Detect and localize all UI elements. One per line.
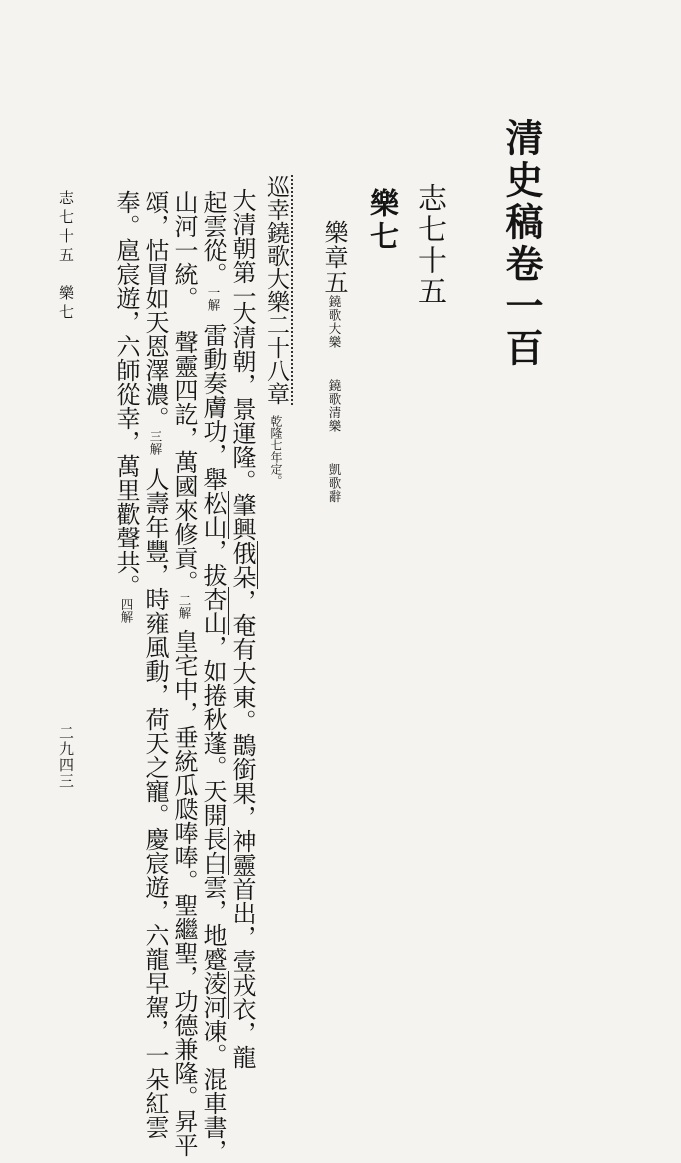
- verse-text: 奉。扈宸遊，六師從幸，萬里歡聲共。: [112, 190, 140, 598]
- verse-name: 大清朝第一: [228, 188, 256, 308]
- proper-noun-mark: 長白: [199, 826, 227, 875]
- verse-line-5: [114, 190, 138, 623]
- verse-text: 凍。混車書，: [199, 1018, 227, 1163]
- verse-text: 頌，怙冒如天恩澤濃。: [141, 190, 169, 430]
- section-title: 樂章五: [320, 220, 348, 295]
- section-subtitle-2: 鐃歌清樂: [327, 378, 342, 433]
- verse-text: 大清朝，景運隆。肇興: [228, 301, 256, 541]
- proper-noun-mark: 杏山: [199, 586, 227, 635]
- piece-note: 乾隆七年定。: [269, 415, 283, 487]
- stanza-number: 四解: [119, 598, 134, 623]
- verse-line-1: [230, 301, 254, 1069]
- proper-noun-mark: 淩河: [199, 970, 227, 1019]
- verse-text: 皇宅中，垂統瓜瓞唪唪。聖繼聖，功德兼隆。昇平: [170, 628, 198, 1157]
- verse-text: 山河一統。: [170, 190, 198, 310]
- stanza-number: 二解: [177, 594, 192, 619]
- yue-title: 樂七: [366, 188, 400, 254]
- verse-text: 起雲從。: [199, 190, 227, 286]
- verse-line-3: [172, 190, 196, 1157]
- zhi-title: 志七十五: [414, 183, 448, 307]
- piece-heading: [264, 175, 287, 487]
- book-title: 清史稿卷一百: [499, 118, 544, 370]
- verse-line-2: [201, 190, 225, 1163]
- section-subtitle-3: 凱歌辭: [327, 462, 342, 504]
- stanza-number: 一解: [206, 286, 221, 311]
- verse-text: 聲靈四訖，萬國來修貢。: [170, 330, 198, 594]
- page-number: 二九四三: [57, 725, 75, 789]
- verse-text: ，如捲秋蓬。天開: [199, 634, 227, 827]
- stanza-number: 三解: [148, 430, 163, 455]
- piece-title: 巡幸鐃歌大樂二十八章: [263, 175, 293, 405]
- verse-line-4: [143, 190, 167, 1139]
- proper-noun-mark: 俄朵: [228, 541, 256, 589]
- verse-text: 人壽年豐，時雍風動，荷天之寵。慶宸遊，六龍早駕，一朵紅雲: [141, 466, 169, 1139]
- verse-text: 雲，地蹙: [199, 874, 227, 971]
- verse-text: ，拔: [199, 538, 227, 587]
- verse-text: 雷動奏膚功，舉: [199, 322, 227, 491]
- proper-noun-mark: 松山: [199, 490, 227, 539]
- section-heading: [322, 220, 346, 503]
- verse-text: ，奄有大東。鵲銜果，神靈首出，壹戎衣，龍: [228, 589, 256, 1069]
- section-subtitle-1: 鐃歌大樂: [327, 295, 342, 349]
- running-footer: 志七十五 樂七: [57, 190, 75, 323]
